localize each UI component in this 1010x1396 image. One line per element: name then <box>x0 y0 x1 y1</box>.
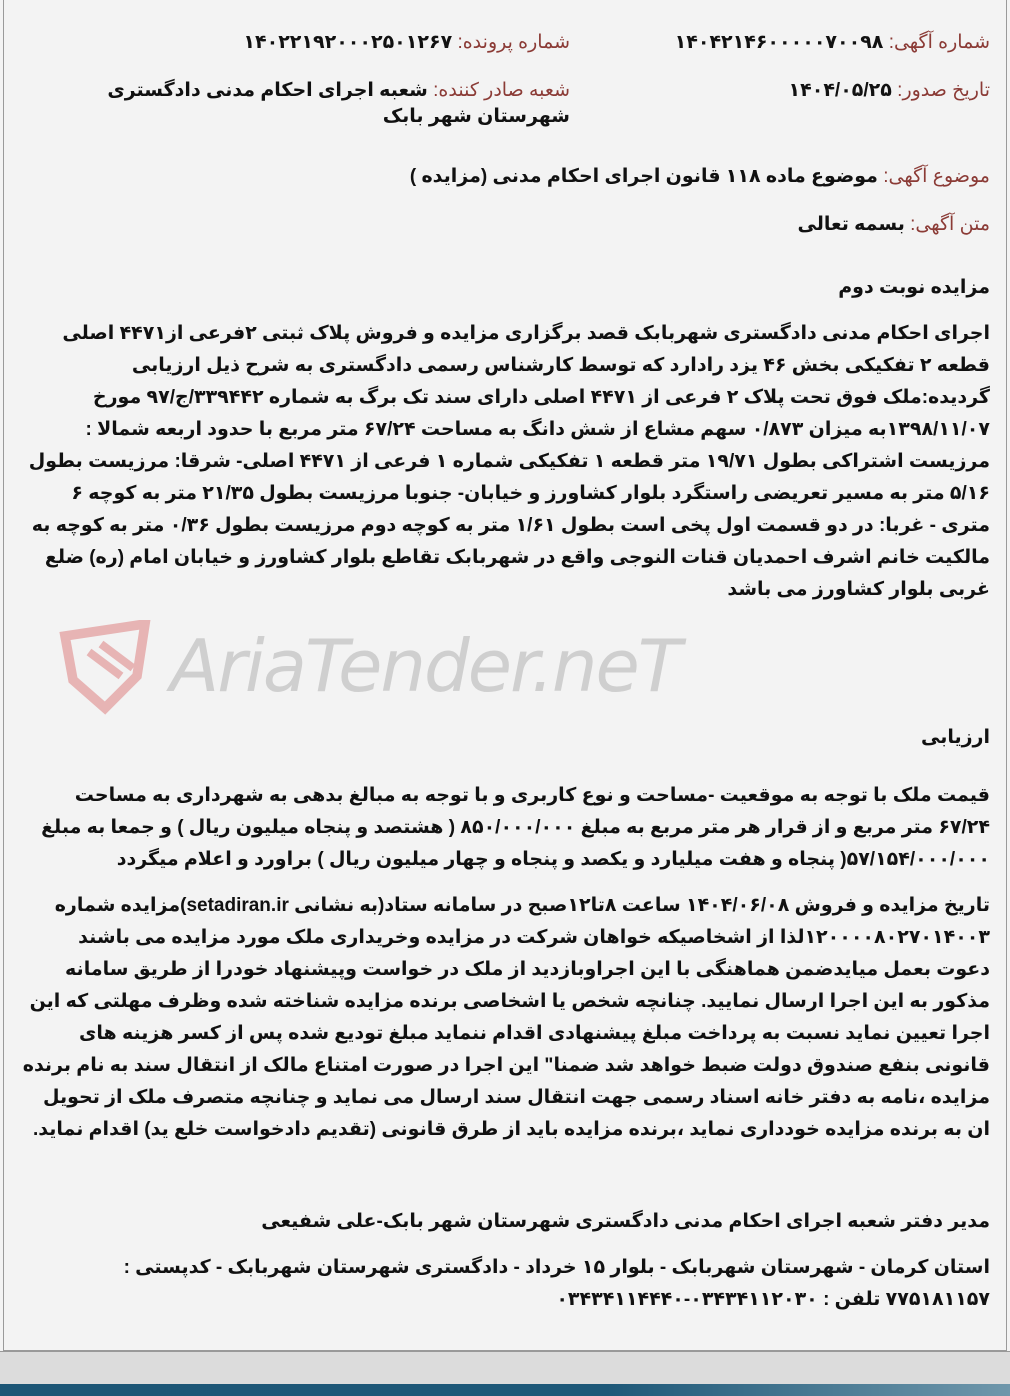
subject-field <box>20 164 990 190</box>
issue-date-value: ۱۴۰۴/۰۵/۲۵ <box>788 80 892 101</box>
header-row-2 <box>20 78 990 130</box>
text-intro: بسمه تعالی <box>797 214 905 235</box>
issuer-field <box>20 78 570 130</box>
case-number-label: شماره پرونده: <box>457 32 570 53</box>
contact-address: استان کرمان - شهرستان شهربابک - بلوار ۱۵ خرداد - دادگستری شهرستان شهربابک - کدپستی : ۷۷۵۱۸۱۱۵۷ تلفن : ۰۳۴۳۴۱۱۲۰۳۰-۰۳۴۳۴۱۱۴۴۴۰ <box>123 1257 990 1310</box>
auction-terms-paragraph: تاریخ مزایده و فروش ۱۴۰۴/۰۶/۰۸ ساعت ۸تا۱۲صبح در سامانه ستاد(به نشانی setadiran.ir)مزایده شماره ۱۲۰۰۰۰۸۰۲۷۰۱۴۰۰۳لذا از اشخاصیکه خواهان شرکت در مزایده وخریداری ملک مورد مزایده می باشند دعوت بعمل میایدضمن هماهنگی با این اجراوبازدید از ملک در خواست وپیشنهاد خودرا از طریق سامانه مذکور به این اجرا ارسال نمایید. چنانچه شخص یا اشخاصی برنده مزایده شناخته شده وظرف مهلتی که این اجرا تعیین نماید نسبت به پرداخت مبلغ پیشنهادی اقدام ننماید مبلغ تودیع شده پس از کسر هزینه های قانونی بنفع صندوق دولت ضبط خواهد شد ضمنا" این اجرا در صورت امتناع مالک از انتقال سند به نام برنده مزایده ،نامه به دفتر خانه اسناد رسمی جهت انتقال سند ارسال می نماید و چنانچه متصرف ملک از تحویل ان به برنده مزایده خودداری نماید ،برنده مزایده باید از طرق قانونی (تقدیم دادخواست خلع ید) اقدام نماید. <box>22 895 990 1140</box>
issue-date-field <box>570 78 990 130</box>
case-number-field <box>20 30 570 56</box>
bottom-bar <box>0 1351 1010 1384</box>
ad-number-field <box>570 30 990 56</box>
auction-title: مزایده نوبت دوم <box>838 277 990 298</box>
property-description: اجرای احکام مدنی دادگستری شهربابک قصد برگزاری مزایده و فروش پلاک ثبتی ۲فرعی از۴۴۷۱ اصلی قطعه ۲ تفکیکی بخش ۴۶ یزد رادارد که توسط کارشناس رسمی دادگستری به شرح ذیل ارزیابی گردیده:ملک فوق تحت پلاک ۲ فرعی از ۴۴۷۱ اصلی دارای سند تک برگ به شماره ۳۳۹۴۴۲/ج/۹۷ مورخ ۱۳۹۸/۱۱/۰۷به میزان ۰/۸۷۳ سهم مشاع از شش دانگ به مساحت ۶۷/۲۴ متر مربع با حدود اربعه شمالا : مرزیست اشتراکی بطول ۱۹/۷۱ متر قطعه ۱ تفکیکی شماره ۱ فرعی از ۴۴۷۱ اصلی- شرقا: مرزیست بطول ۵/۱۶ متر به مسیر تعریضی راستگرد بلوار کشاورز و خیابان- جنوبا مرزیست بطول ۲۱/۳۵ متر به کوچه ۶ متری - غربا: در دو قسمت اول پخی است بطول ۱/۶۱ متر به کوچه دوم مرزیست بطول ۰/۳۶ متر به کوچه به مالکیت خانم اشرف احمدیان قنات النوجی واقع در شهربابک تقاطع بلوار کشاورز و خیابان امام (ره) ضلع غربی بلوار کشاورز می باشد <box>28 323 990 600</box>
price-paragraph: قیمت ملک با توجه به موقعیت -مساحت و نوع کاربری و با توجه به مبالغ بدهی به شهرداری به مساحت ۶۷/۲۴ متر مربع و از قرار هر متر مربع به مبلغ ۸۵۰/۰۰۰/۰۰۰ ( هشتصد و پنجاه میلیون ریال ) و جمعا به مبلغ ۵۷/۱۵۴/۰۰۰/۰۰۰( پنجاه و هفت میلیارد و یکصد و پنجاه و چهار میلیون ریال ) براورد و اعلام میگردد <box>41 785 990 870</box>
watermark <box>20 620 990 716</box>
issue-date-label: تاریخ صدور: <box>897 80 990 101</box>
subject-value: موضوع ماده ۱۱۸ قانون اجرای احکام مدنی (مزایده ) <box>409 166 878 187</box>
evaluation-heading: ارزیابی <box>920 727 990 748</box>
case-number-value: ۱۴۰۲۲۱۹۲۰۰۰۲۵۰۱۲۶۷ <box>243 32 453 53</box>
watermark-logo-icon <box>54 620 164 716</box>
text-field <box>20 212 990 238</box>
ad-number-value: ۱۴۰۴۲۱۴۶۰۰۰۰۰۷۰۰۹۸ <box>674 32 884 53</box>
subject-label: موضوع آگهی: <box>883 166 990 187</box>
issuer-value: شعبه اجرای احکام مدنی دادگستری شهرستان شهر بابک <box>107 80 570 127</box>
ad-number-label: شماره آگهی: <box>888 32 990 53</box>
notice-panel <box>3 0 1007 1351</box>
issuer-label: شعبه صادر کننده: <box>433 80 570 101</box>
text-label: متن آگهی: <box>910 214 990 235</box>
signature: مدیر دفتر شعبه اجرای احکام مدنی دادگستری شهرستان شهر بابک-علی شفیعی <box>261 1211 990 1232</box>
taskbar-strip <box>0 1384 1010 1396</box>
watermark-text: AriaTender.neT <box>170 624 680 708</box>
header-row-1 <box>20 30 990 56</box>
